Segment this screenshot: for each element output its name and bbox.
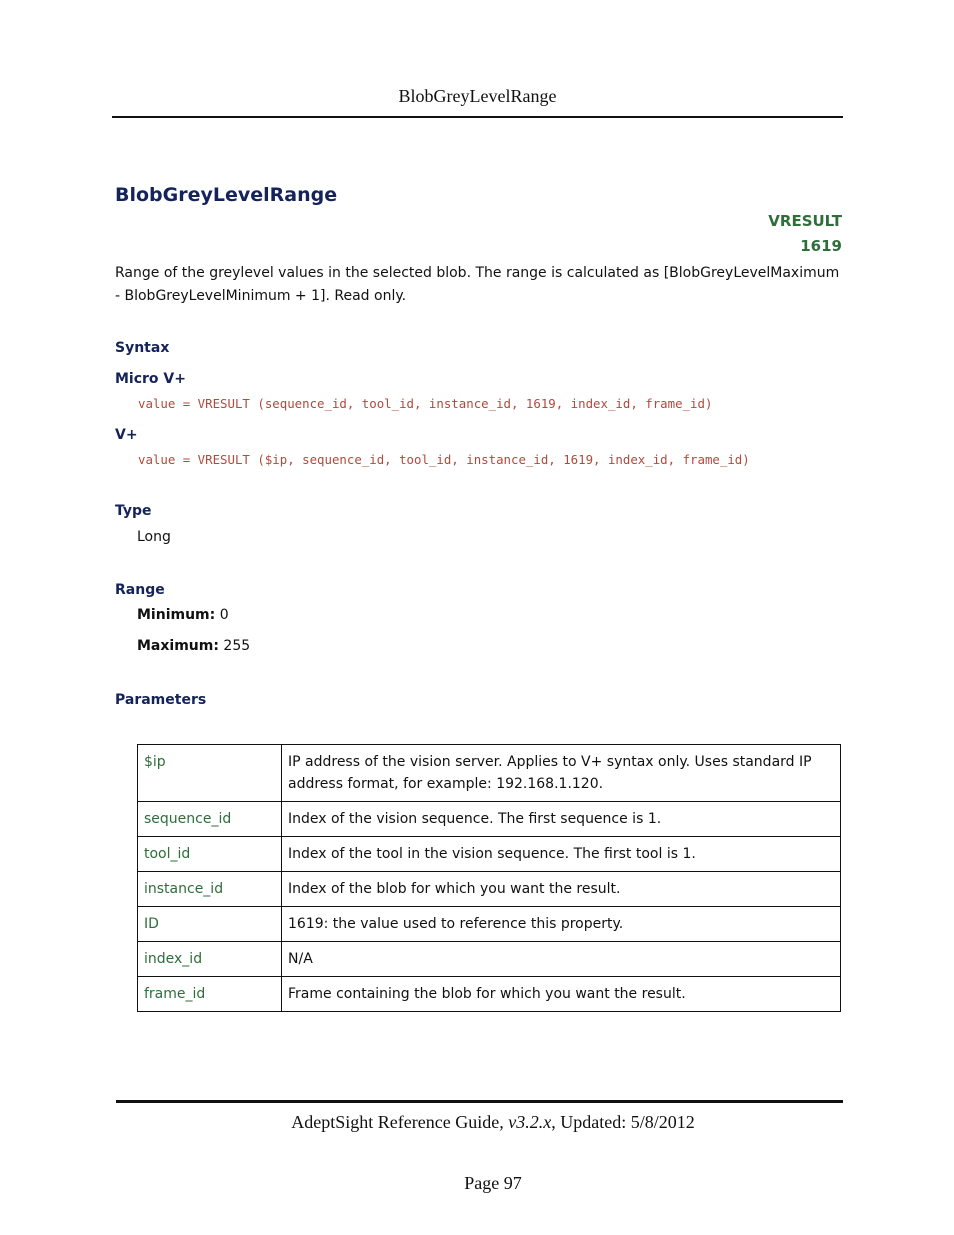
- page-title: BlobGreyLevelRange: [115, 184, 338, 206]
- vresult-label: VRESULT: [768, 212, 842, 230]
- param-description: IP address of the vision server. Applies to V+ syntax only. Uses standard IP address format, for example: 192.168.1.120.: [282, 745, 841, 802]
- micro-vplus-heading: Micro V+: [115, 371, 186, 387]
- footer-updated: , Updated: 5/8/2012: [551, 1112, 695, 1132]
- vresult-number: 1619: [800, 237, 842, 255]
- range-maximum: [137, 638, 250, 654]
- table-row: [138, 942, 841, 977]
- param-name: index_id: [138, 942, 282, 977]
- footer-version: , v3.2.x: [499, 1112, 552, 1132]
- table-row: [138, 872, 841, 907]
- range-maximum-label: Maximum:: [137, 638, 219, 654]
- parameters-heading: Parameters: [115, 692, 207, 708]
- param-description: Index of the vision sequence. The first sequence is 1.: [282, 802, 841, 837]
- param-name: ID: [138, 907, 282, 942]
- page-number: Page 97: [464, 1173, 522, 1193]
- footer-rule: [116, 1100, 843, 1103]
- table-row: [138, 802, 841, 837]
- micro-vplus-code: value = VRESULT (sequence_id, tool_id, instance_id, 1619, index_id, frame_id): [138, 396, 713, 411]
- type-heading: Type: [115, 503, 152, 519]
- range-minimum: [137, 607, 229, 623]
- param-name: $ip: [138, 745, 282, 802]
- param-description: 1619: the value used to reference this property.: [282, 907, 841, 942]
- param-description: Index of the blob for which you want the result.: [282, 872, 841, 907]
- param-name: frame_id: [138, 977, 282, 1012]
- footer-text: [116, 1112, 870, 1133]
- parameters-table: [137, 744, 841, 1012]
- vplus-heading: V+: [115, 427, 138, 443]
- range-minimum-value: 0: [219, 607, 229, 623]
- running-header: BlobGreyLevelRange: [398, 86, 557, 106]
- header-rule: [112, 116, 843, 118]
- param-description: Frame containing the blob for which you want the result.: [282, 977, 841, 1012]
- table-row: [138, 745, 841, 802]
- range-maximum-value: 255: [223, 638, 251, 654]
- table-row: [138, 977, 841, 1012]
- param-description: N/A: [282, 942, 841, 977]
- param-name: sequence_id: [138, 802, 282, 837]
- param-name: tool_id: [138, 837, 282, 872]
- type-value: Long: [137, 529, 171, 545]
- range-minimum-label: Minimum:: [137, 607, 216, 623]
- vplus-code: value = VRESULT ($ip, sequence_id, tool_id, instance_id, 1619, index_id, frame_id): [138, 452, 750, 467]
- param-name: instance_id: [138, 872, 282, 907]
- table-row: [138, 907, 841, 942]
- vresult-badge: [768, 209, 842, 259]
- param-description: Index of the tool in the vision sequence. The first tool is 1.: [282, 837, 841, 872]
- footer-guide-title: AdeptSight Reference Guide: [291, 1112, 500, 1132]
- syntax-heading: Syntax: [115, 340, 170, 356]
- description: Range of the greylevel values in the selected blob. The range is calculated as [BlobGreyLevelMaximum - BlobGreyLevelMinimum + 1]. Read only.: [115, 265, 840, 304]
- table-row: [138, 837, 841, 872]
- range-heading: Range: [115, 582, 165, 598]
